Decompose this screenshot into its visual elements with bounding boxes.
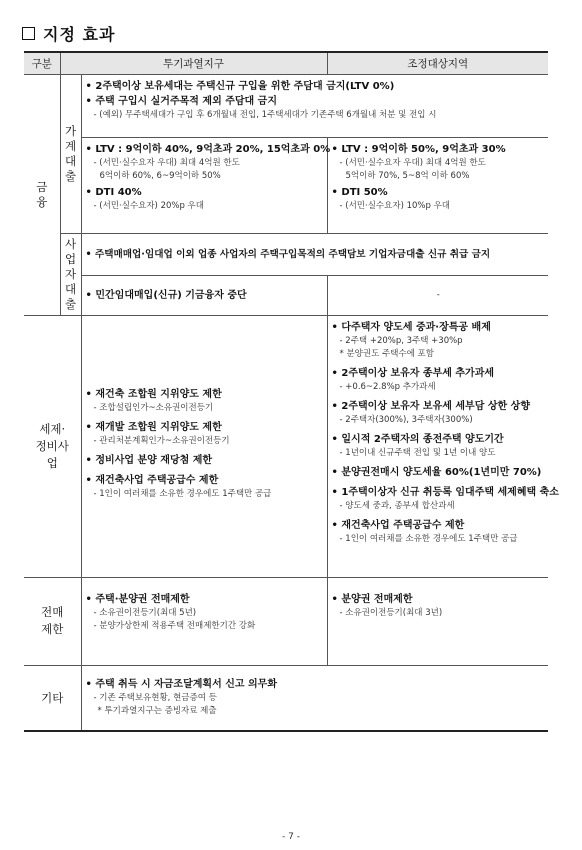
residence-exception: - (예외) 무주택세대가 구입 후 6개월내 전입, 1주택세대가 기존주택 6개월내 처분 및 전입 시 xyxy=(93,109,437,120)
residence-rule: • 주택 구입시 실거주목적 제외 주담대 금지 xyxy=(85,95,278,107)
table-row xyxy=(24,577,548,665)
right-ltv-sub: - (서민·실수요자 우대) 최대 4억원 한도 xyxy=(339,157,486,168)
tax-right-item-head: • 2주택이상 보유자 보유세 세부담 상한 상향 xyxy=(331,400,530,412)
table-header-row xyxy=(24,52,548,74)
household-common-cell xyxy=(81,74,548,137)
row-label-tax-redevelopment: 세제·정비사업 xyxy=(24,315,81,577)
checkbox-square-icon xyxy=(22,27,35,40)
resale-left-cell xyxy=(81,577,327,665)
right-dti-sub: - (서민·실수요자) 10%p 우대 xyxy=(339,200,450,211)
tax-right-item-head: • 분양권전매시 양도세율 60%(1년미만 70%) xyxy=(331,466,542,478)
left-dti-sub: - (서민·실수요자) 20%p 우대 xyxy=(93,200,204,211)
tax-right-item-sub: - 1년이내 신규주택 전입 및 1년 이내 양도 xyxy=(339,447,496,458)
rental-right-dash: - xyxy=(436,289,440,300)
right-ltv: • LTV : 9억이하 50%, 9억초과 30% xyxy=(331,143,506,155)
row-label-resale: 전매제한 xyxy=(24,577,81,665)
household-left-cell xyxy=(81,137,331,233)
tax-left-item-head: • 정비사업 분양 재당첨 제한 xyxy=(85,454,213,466)
business-loan-rule: • 주택매매업·임대업 이외 업종 사업자의 주택구입목적의 주택담보 기업자금대출 신규 취급 금지 xyxy=(85,248,491,260)
resale-left-sub: - 소유권이전등기(최대 5년) xyxy=(93,607,197,618)
tax-right-item-head: • 2주택이상 보유자 종부세 추가과세 xyxy=(331,367,495,379)
tax-left-item-sub: - 1인이 여러채를 소유한 경우에도 1주택만 공급 xyxy=(93,488,272,499)
row-label-etc: 기타 xyxy=(24,665,81,731)
tax-left-cell xyxy=(81,315,327,577)
tax-right-item-head: • 다주택자 양도세 중과·장특공 배제 xyxy=(331,321,491,333)
tax-left-item-head: • 재건축 조합원 지위양도 제한 xyxy=(85,388,222,400)
tax-right-list xyxy=(331,320,559,546)
right-dti: • DTI 50% xyxy=(331,186,388,198)
right-ltv-sub: 5억이하 70%, 5~8억 이하 60% xyxy=(345,170,470,181)
tax-right-item-sub: - 1인이 여러채를 소유한 경우에도 1주택만 공급 xyxy=(339,533,518,544)
tax-right-item-head: • 일시적 2주택자의 종전주택 양도기간 xyxy=(331,433,504,445)
page-number: - 7 - xyxy=(282,832,300,842)
header-category: 구분 xyxy=(24,52,60,74)
table-row xyxy=(24,233,548,275)
left-ltv-sub: 6억이하 60%, 6~9억이하 50% xyxy=(99,170,221,181)
left-dti: • DTI 40% xyxy=(85,186,142,198)
left-ltv-sub: - (서민·실수요자 우대) 최대 4억원 한도 xyxy=(93,157,240,168)
tax-right-cell xyxy=(327,315,559,577)
resale-right-sub: - 소유권이전등기(최대 3년) xyxy=(339,607,443,618)
row-label-business-loan: 사업자대출 xyxy=(60,233,81,315)
section-title xyxy=(22,22,115,44)
left-ltv: • LTV : 9억이하 40%, 9억초과 20%, 15억초과 0% xyxy=(85,143,331,155)
resale-left-head: • 주택·분양권 전매제한 xyxy=(85,593,190,605)
tax-left-item-head: • 재개발 조합원 지위양도 제한 xyxy=(85,421,222,433)
tax-right-item-sub: - 2주택자(300%), 3주택자(300%) xyxy=(339,414,473,425)
tax-right-item xyxy=(332,432,546,460)
household-right-cell xyxy=(327,137,548,233)
tax-right-item xyxy=(332,399,546,427)
resale-right-cell xyxy=(327,577,548,665)
rental-fund-rule: • 민간임대매입(신규) 기금융자 중단 xyxy=(85,289,247,301)
tax-left-item-sub: - 관리처분계획인가~소유권이전등기 xyxy=(93,435,230,446)
tax-left-item xyxy=(86,420,324,448)
tax-right-item xyxy=(332,366,546,394)
ltv-zero-rule: • 2주택이상 보유세대는 주택신규 구입을 위한 주담대 금지(LTV 0%) xyxy=(85,80,395,92)
etc-sub: - 기존 주택보유현황, 현금증여 등 xyxy=(93,693,217,704)
row-label-finance: 금융 xyxy=(24,74,60,315)
table-row xyxy=(24,275,548,315)
rental-left-cell xyxy=(81,275,327,315)
row-label-household-loan: 가계대출 xyxy=(60,74,81,233)
etc-sub: * 투기과열지구는 증빙자료 제출 xyxy=(97,706,217,717)
tax-left-item-sub: - 조합설립인가~소유권이전등기 xyxy=(93,402,214,413)
tax-right-item-sub: - +0.6~2.8%p 추가과세 xyxy=(339,381,436,392)
business-loan-cell xyxy=(81,233,548,275)
table-row xyxy=(24,665,548,731)
header-adjustment-area: 조정대상지역 xyxy=(327,52,548,74)
etc-head: • 주택 취득 시 자금조달계획서 신고 의무화 xyxy=(85,679,278,691)
tax-right-item xyxy=(331,485,559,513)
tax-right-item-sub: - 양도세 중과, 종부세 합산과세 xyxy=(339,500,455,511)
tax-right-item xyxy=(332,320,546,361)
table-row xyxy=(24,74,548,137)
table-row xyxy=(24,315,548,577)
resale-right-head: • 분양권 전매제한 xyxy=(331,593,413,605)
tax-left-item-head: • 재건축사업 주택공급수 제한 xyxy=(85,474,219,486)
tax-right-item-sub: - 2주택 +20%p, 3주택 +30%p xyxy=(339,335,463,346)
tax-left-item xyxy=(86,453,324,468)
tax-right-item-head: • 재건축사업 주택공급수 제한 xyxy=(331,519,465,531)
section-title-text: 지정 효과 xyxy=(43,24,116,44)
tax-left-item xyxy=(86,473,324,501)
tax-right-item-head: • 1주택이상자 신규 취등록 임대주택 세제혜택 축소 xyxy=(331,486,559,498)
etc-cell xyxy=(81,665,548,731)
header-overheated-district: 투기과열지구 xyxy=(60,52,327,74)
tax-right-item xyxy=(332,518,546,546)
rental-right-cell xyxy=(327,275,548,315)
tax-left-list xyxy=(86,387,324,501)
table-row xyxy=(24,137,548,233)
resale-left-sub: - 분양가상한제 적용주택 전매제한기간 강화 xyxy=(93,620,256,631)
tax-left-item xyxy=(86,387,324,415)
tax-right-item xyxy=(332,465,546,480)
tax-right-item-sub: * 분양권도 주택수에 포함 xyxy=(339,348,434,359)
designation-effects-table xyxy=(24,51,559,732)
